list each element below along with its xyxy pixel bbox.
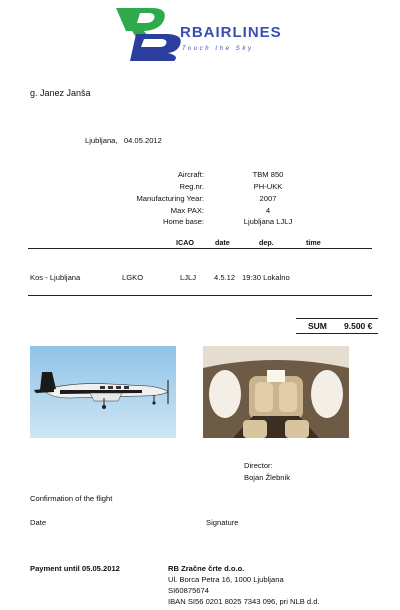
confirmation-title: Confirmation of the flight: [30, 494, 113, 503]
flight-date: 4.5.12: [214, 273, 236, 282]
regnr-label: Reg.nr.: [179, 182, 204, 191]
brand-name: RBAIRLINES: [180, 24, 282, 41]
from-icao: LGKO: [122, 273, 144, 282]
payment-due: Payment until 05.05.2012: [30, 564, 120, 573]
aircraft-interior-photo: [203, 346, 349, 438]
director-label: Director:: [244, 461, 273, 470]
col-date: date: [215, 238, 230, 247]
company-name: RB Zračne črte d.o.o.: [168, 564, 245, 573]
sum-box: [296, 318, 378, 334]
company-iban: IBAN SI56 0201 8025 7343 096, pri NLB d.d.: [168, 597, 320, 606]
place: Ljubljana,: [85, 136, 118, 145]
recipient-name: g. Janez Janša: [30, 88, 91, 98]
to-icao: LJLJ: [180, 273, 197, 282]
date: 04.05.2012: [123, 136, 162, 145]
col-dep: dep.: [259, 238, 274, 247]
max-pax-value: 4: [265, 206, 271, 215]
company-vat: SI60875674: [168, 586, 209, 595]
aircraft-exterior-photo: [30, 346, 176, 438]
table-bottom-divider: [28, 295, 372, 296]
route: Kos - Ljubljana: [30, 273, 81, 282]
director-name: Bojan Žlebnik: [244, 473, 291, 482]
table-header-divider: [28, 248, 372, 249]
col-time: time: [306, 238, 321, 247]
sum-value: 9.500 €: [344, 321, 373, 331]
aircraft-value: TBM 850: [252, 170, 284, 179]
aircraft-label: Aircraft:: [177, 170, 204, 179]
home-base-label: Home base:: [163, 217, 204, 226]
max-pax-label: Max PAX:: [170, 206, 204, 215]
manufacturing-year-value: 2007: [259, 194, 277, 203]
signature-field-label: Signature: [206, 518, 239, 527]
place-date: [85, 136, 162, 146]
sum-label: SUM: [308, 321, 327, 331]
rb-logo-mark: [110, 4, 190, 62]
manufacturing-year-label: Manufacturing Year:: [136, 194, 204, 203]
home-base-value: Ljubljana LJLJ: [243, 217, 293, 226]
aircraft-interior-image: [203, 346, 349, 438]
flight-time: 19:30 Lokalno: [242, 273, 290, 282]
brand-tagline: Touch the Sky: [182, 46, 254, 52]
regnr-value: PH-UKK: [253, 182, 283, 191]
company-address: Ul. Borca Petra 16, 1000 Ljubljana: [168, 575, 284, 584]
aircraft-exterior-image: [30, 346, 176, 438]
date-field-label: Date: [30, 518, 47, 527]
col-icao: ICAO: [176, 238, 194, 247]
